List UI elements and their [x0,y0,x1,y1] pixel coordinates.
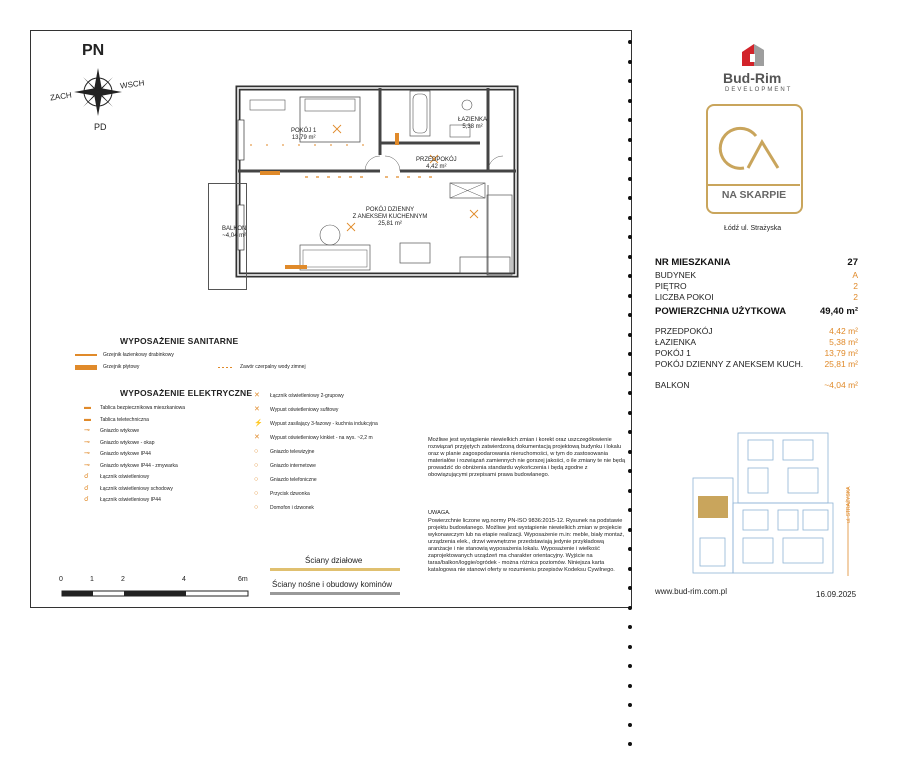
legend-label: Wypust oświetleniowy sufitowy [270,407,339,413]
room-label-balkon [222,226,246,240]
area-label: ŁAZIENKA [655,337,697,347]
website[interactable]: www.bud-rim.com.pl [655,587,728,596]
room-name: POKÓJ DZIENNY [365,207,415,213]
nr-value: 27 [847,257,858,268]
area-value: 4,42 m² [829,326,858,336]
legend-label: Przycisk dzwonka [270,491,310,497]
legend-label: Gniazdo wtykowe IP44 - zmywarka [100,462,178,469]
legend-symbol-icon: ▬ [84,404,91,411]
room-name: ŁAZIENKA [458,117,488,123]
dotted-divider [628,40,634,762]
legend-label: Domofon i dzwonek [270,505,314,511]
project-location: Łódź ul. Strażyska [724,225,782,232]
info-value: A [852,270,858,280]
legend-label: Łącznik oświetleniowy IP44 [100,497,161,503]
room-label-przedpokoj [416,157,457,171]
legend-electric-title: WYPOSAŻENIE ELEKTRYCZNE [120,388,253,398]
room-area: 5,38 m² [462,124,483,130]
project-name: NA SKARPIE [721,189,787,201]
area-label: POKÓJ DZIENNY Z ANEKSEM KUCH. [655,359,804,369]
legend-symbol-icon: ⊸ [84,427,90,434]
legend-item [254,407,338,413]
legend-label: Gniazdo internetowe [270,463,316,469]
legend-item [254,505,314,511]
scale-tick: 4 [182,576,186,583]
balcony-value: ~4,04 m² [824,380,858,390]
legend-symbol-icon: ○ [254,476,259,483]
legend-label: Wypust zasilający 3-fazowy - kuchnia indukcyjna [270,421,378,427]
legend-label: Łącznik oświetleniowy schodowy [100,485,173,492]
legend-symbol-icon: ○ [254,490,259,497]
legend-item [254,491,310,497]
legend-item [254,477,317,483]
legend-symbol-icon: ⚡ [254,420,263,427]
room-label-dzienny [340,207,440,228]
legend-item [254,421,378,427]
legend-item [84,440,154,446]
date: 16.09.2025 [816,590,857,599]
room-area: 25,81 m² [378,221,402,227]
legend-label: Łącznik oświetleniowy [100,474,150,480]
legend-symbol-icon: ○ [254,504,259,511]
na-skarpie-logo [706,104,803,214]
scale-tick: 1 [90,576,94,583]
legend-symbol-icon: ⊸ [84,450,90,457]
legend-symbol-icon: ○ [254,448,259,455]
legend-item [75,352,174,358]
room-area: 13,79 m² [291,135,316,141]
brand-sub: DEVELOPMENT [725,87,793,93]
legend-label: Grzejnik płytowy [103,364,140,370]
legend-symbol-icon: ⊸ [84,438,90,446]
floor-plan [205,85,525,285]
room-area: 4,42 m² [426,164,447,170]
legend-item [84,428,139,434]
legend-item [254,449,314,455]
notes-uwaga: Powierzchnie liczone wg.normy PN-ISO 9836:2015-12. Rysunek na podstawie projektu budowlanego. Możliwe jest wystąpienie niewielkich zmian w projekcie wykonawczym lub na etapie realizacji. Wyposażenie m.in: meble, biały montaż, urządzenia elek., drzwi wewnętrzne przedstawiają jedynie przykładową aranżacje i nie stanowią wyposażenia lokalu. Wyposażenie i wielkość zaprojektowanych urządzeń ma charakter orientacyjny. Wyjście na taras/balkon/loggie/ogródek - można różnica poziomów. Niniejsza karta katalogowa nie stanowi oferty w rozumieniu przepisów Kodeksu Cywilnego. [428,518,625,573]
legend-label: Łącznik oświetleniowy 2-grupowy [270,393,344,399]
legend-item [84,497,161,503]
legend-sanitary-title: WYPOSAŻENIE SANITARNE [120,336,239,346]
compass-east: WSCH [119,78,145,91]
compass-west: ZACH [49,90,73,103]
legend-label: Wypust oświetleniowy kinkiet - na wys. ~2,2 m [270,435,373,441]
area-value: 13,79 m² [824,348,858,358]
scale-tick: 6m [238,576,248,583]
legend-label: Tablica teletechniczna [100,416,149,423]
compass-north: PN [82,42,105,59]
brand-name: Bud-Rim [723,70,782,86]
legend-symbol-icon: ○ [254,462,259,469]
balcony-label: BALKON [655,380,690,390]
area-label: PRZEDPOKÓJ [655,326,713,336]
legend-symbol-icon: ☌ [84,484,89,492]
legend-item [84,474,149,480]
room-name: PRZEDPOKÓJ [416,157,457,163]
legend-item [254,435,373,441]
legend-item [84,463,178,469]
legend-symbol-icon: ✕ [254,392,260,399]
street-label: ul. STRAŻYSKA [846,486,852,523]
partition-swatch [270,568,400,571]
room-label-pokoj1 [291,128,316,142]
legend-item [218,364,306,370]
legend-item [254,393,344,399]
scale-tick: 0 [59,576,63,583]
compass-south: PD [94,122,107,132]
notes-main: Możliwe jest wystąpienie niewielkich zmian i korekt oraz uszczegółowienie rozwiązań przyjętych zatwierdzoną dokumentacją projektową budynku i lokalu oraz w planie zagospodarowania nieruchomości, w tym do zastosowania materiałów i rozwiązań zamiennych nie gorszej jakości, o ile zmiany te nie będą prowadzić do obniżenia standardu wykończenia i będą zgodne z obowiązującymi przepisami prawa budowlanego. [428,437,626,478]
legend-item [84,417,149,423]
legend-label: Gniazdo wtykowe [100,428,140,434]
info-value: 2 [853,292,858,302]
area-value: 25,81 m² [824,359,858,369]
bearing-swatch [270,592,400,595]
site-plan [688,428,858,578]
legend-item [254,463,316,469]
area-value: 5,38 m² [829,337,858,347]
usable-value: 49,40 m² [819,306,858,317]
legend-item [84,486,173,492]
notes-uwaga-title: UWAGA. [428,510,451,516]
info-label: PIĘTRO [655,281,687,291]
room-name: Z ANEKSEM KUCHENNYM [352,214,428,220]
room-name: BALKON [222,226,247,232]
room-label-lazienka [458,117,487,131]
legend-item [84,451,151,457]
legend-label: Tablica bezpiecznikowa mieszkaniowa [100,405,186,411]
legend-label: Gniazdo wtykowe - okap [100,439,155,446]
legend-symbol-icon: ⊸ [84,461,90,469]
legend-label: Gniazdo telewizyjne [270,449,315,455]
legend-item [75,364,139,370]
legend-symbol-icon: ▬ [84,415,91,423]
legend-label: Gniazdo telefoniczne [270,477,317,483]
room-area: ~4,04 m² [222,233,247,239]
legend-label: Zawór czerpalny wody zimnej [240,364,306,370]
legend-label: Gniazdo wtykowe IP44 [100,451,151,457]
walls-partition-label: Ściany działowe [305,556,363,565]
scale-tick: 2 [121,576,125,583]
legend-symbol-icon: ☌ [84,496,89,503]
legend-label: Grzejnik łazienkowy drabinkowy [103,352,174,358]
area-label: POKÓJ 1 [655,348,691,358]
usable-label: POWIERZCHNIA UŻYTKOWA [655,306,787,317]
scale-bar [60,586,250,596]
legend-symbol-icon: ☌ [84,473,89,480]
info-label: BUDYNEK [655,270,697,280]
compass-rose [50,42,150,137]
info-label: LICZBA POKOI [655,292,714,302]
legend-symbol-icon: ✕ [254,434,260,441]
bud-rim-logo [738,40,768,68]
room-name: POKÓJ 1 [291,128,317,134]
nr-label: NR MIESZKANIA [655,257,731,268]
info-value: 2 [853,281,858,291]
legend-item [84,405,185,411]
legend-symbol-icon: ✕ [254,406,260,413]
walls-bearing-label: Ściany nośne i obudowy kominów [272,580,393,589]
